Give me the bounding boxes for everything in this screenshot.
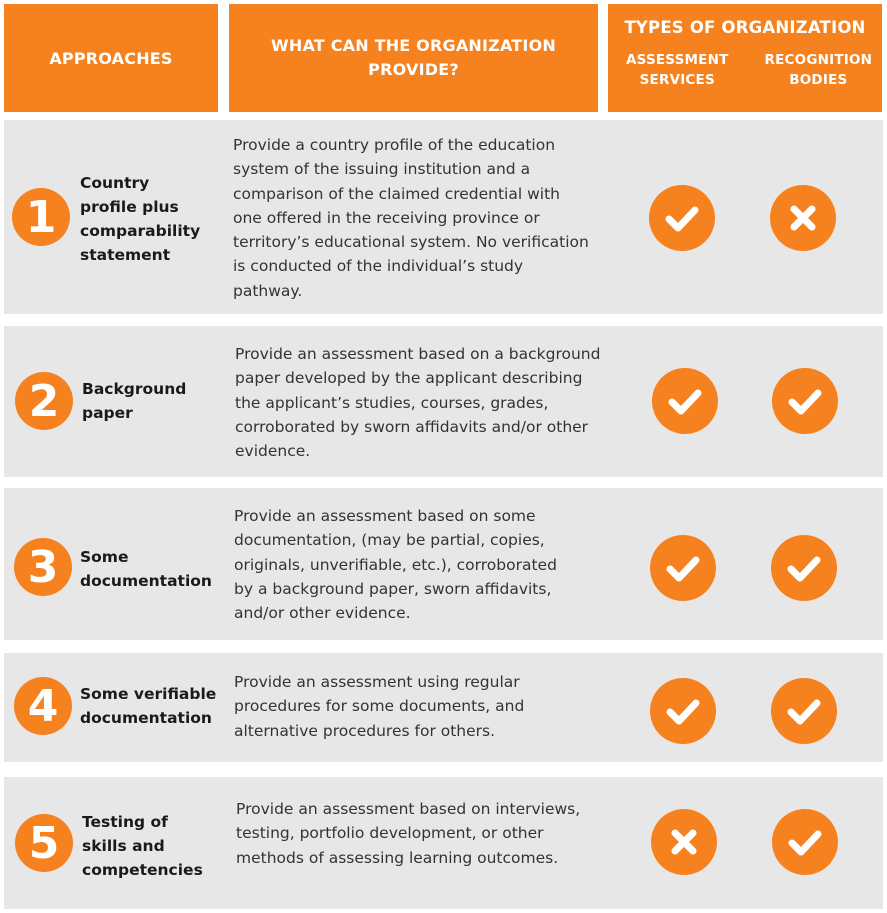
assessment-services-mark	[650, 535, 716, 601]
header-provide-label: WHAT CAN THE ORGANIZATION PROVIDE?	[271, 36, 556, 79]
description: Provide an assessment based on some documentation, (may be partial, copies, originals, unverifiable, etc.), corroborated by a background paper, sworn affidavits, and/or other evidence.	[234, 507, 557, 623]
assessment-services-mark	[652, 368, 718, 434]
recognition-bodies-mark	[772, 368, 838, 434]
step-number: 4	[14, 677, 72, 735]
approach-label: Some verifiable documentation	[80, 685, 217, 727]
header-approaches-label: APPROACHES	[49, 48, 173, 68]
check-icon	[785, 822, 825, 862]
recognition-bodies-mark	[771, 678, 837, 744]
recognition-bodies-mark	[771, 535, 837, 601]
description: Provide an assessment based on a background paper developed by the applicant describing the applicant’s studies, courses, grades, corroborated by sworn affidavits and/or other evidence.	[235, 345, 601, 461]
recognition-bodies-mark	[770, 185, 836, 251]
cross-icon	[667, 825, 701, 859]
approach-label: Country profile plus comparability statement	[80, 174, 201, 264]
description: Provide an assessment based on interviews, testing, portfolio development, or other methods of assessing learning outcomes.	[236, 800, 581, 867]
header-types	[608, 4, 882, 112]
header-provide	[229, 4, 598, 112]
assessment-services-mark	[649, 185, 715, 251]
step-number: 1	[12, 188, 70, 246]
check-icon	[784, 691, 824, 731]
header-assessment-services: ASSESSMENT SERVICES	[626, 52, 729, 88]
description: Provide an assessment using regular procedures for some documents, and alternative procedures for others.	[234, 673, 525, 740]
header-approaches	[4, 4, 218, 112]
approach-label: Testing of skills and competencies	[82, 813, 203, 879]
approach-label: Background paper	[82, 380, 187, 422]
step-number: 5	[15, 814, 73, 872]
check-icon	[665, 381, 705, 421]
step-number: 3	[14, 538, 72, 596]
cross-icon	[786, 201, 820, 235]
description: Provide a country profile of the education system of the issuing institution and a comparison of the claimed credential with one offered in the receiving province or territory’s educational system. No verification is conducted of the individual’s study pathway.	[233, 136, 589, 300]
check-icon	[663, 691, 703, 731]
check-icon	[785, 381, 825, 421]
header-types-label: TYPES OF ORGANIZATION	[624, 18, 866, 37]
assessment-services-mark	[651, 809, 717, 875]
header-recognition-bodies: RECOGNITION BODIES	[764, 52, 873, 88]
check-icon	[663, 548, 703, 588]
check-icon	[662, 198, 702, 238]
step-number: 2	[15, 372, 73, 430]
assessment-services-mark	[650, 678, 716, 744]
recognition-bodies-mark	[772, 809, 838, 875]
approach-label: Some documentation	[80, 548, 212, 590]
check-icon	[784, 548, 824, 588]
